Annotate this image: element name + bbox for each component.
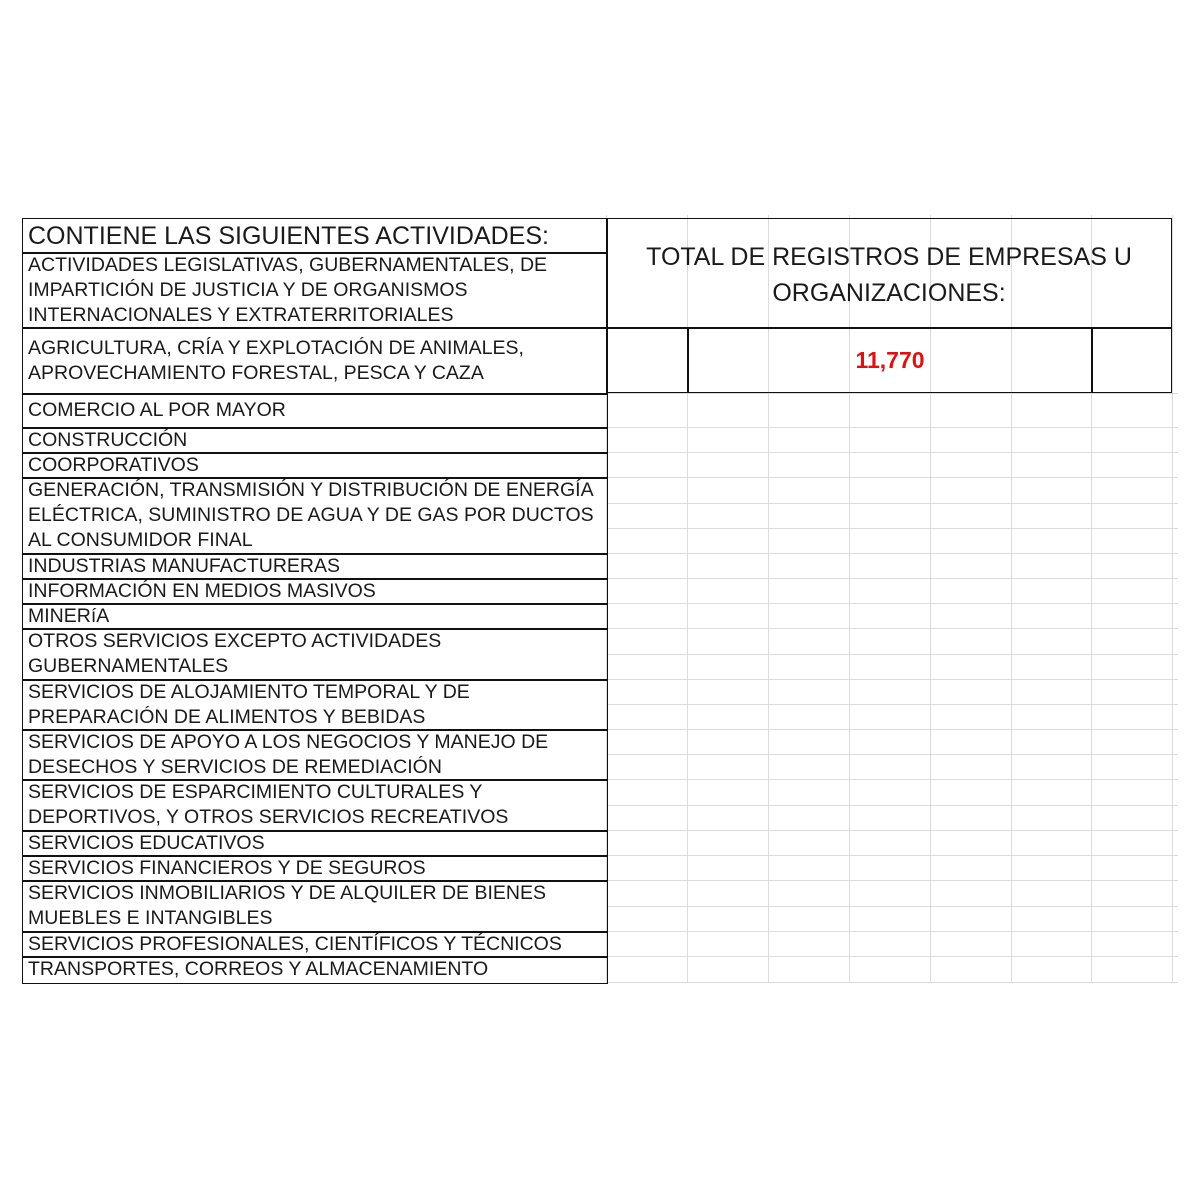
grid-row-line <box>606 393 1178 394</box>
activity-label: SERVICIOS FINANCIEROS Y DE SEGUROS <box>28 856 426 879</box>
activity-label: ACTIVIDADES LEGISLATIVAS, GUBERNAMENTALES, DE IMPARTICIÓN DE JUSTICIA Y DE ORGANISMOS INTERNACIONALES Y EXTRATERRITORIALES <box>28 253 548 326</box>
grid-row-line <box>606 578 1178 579</box>
activity-row[interactable] <box>22 830 608 857</box>
activity-label: INDUSTRIAS MANUFACTURERAS <box>28 554 341 577</box>
activity-row[interactable] <box>22 553 608 580</box>
grid-row-line <box>606 754 1178 755</box>
grid-row-line <box>606 477 1178 478</box>
grid-row-line <box>606 880 1178 881</box>
activity-row[interactable] <box>22 252 608 329</box>
activity-row[interactable] <box>22 427 608 454</box>
grid-row-line <box>606 704 1178 705</box>
grid-row-line <box>606 603 1178 604</box>
total-header-cell[interactable] <box>606 218 1172 329</box>
activity-label: SERVICIOS EDUCATIVOS <box>28 831 265 854</box>
grid-row-line <box>606 779 1178 780</box>
activity-row[interactable] <box>22 452 608 479</box>
grid-row-line <box>606 729 1178 730</box>
activities-header-cell[interactable] <box>22 218 608 254</box>
activity-label: INFORMACIÓN EN MEDIOS MASIVOS <box>28 579 376 602</box>
activity-row[interactable] <box>22 578 608 605</box>
activity-label: SERVICIOS DE APOYO A LOS NEGOCIOS Y MANEJO DE DESECHOS Y SERVICIOS DE REMEDIACIÓN <box>28 730 549 778</box>
grid-row-line <box>606 528 1178 529</box>
grid-row-line <box>606 628 1178 629</box>
activities-header-text: CONTIENE LAS SIGUIENTES ACTIVIDADES: <box>28 222 549 250</box>
activity-label: CONSTRUCCIÓN <box>28 428 188 451</box>
grid-row-line <box>606 906 1178 907</box>
activity-label: OTROS SERVICIOS EXCEPTO ACTIVIDADES GUBERNAMENTALES <box>28 630 442 678</box>
grid-row-line <box>606 855 1178 856</box>
grid-row-line <box>606 553 1178 554</box>
grid-row-line <box>606 427 1178 428</box>
grid-row-line <box>606 982 1178 983</box>
activity-label: MINERíA <box>28 604 110 627</box>
activity-label: COMERCIO AL POR MAYOR <box>28 399 286 422</box>
grid-row-line <box>606 679 1178 680</box>
grid-row-line <box>606 830 1178 831</box>
grid-row-line <box>606 956 1178 957</box>
value-cell-left[interactable] <box>606 327 689 393</box>
activity-row[interactable] <box>22 931 608 958</box>
activity-row[interactable] <box>22 880 608 933</box>
total-value-cell[interactable] <box>687 327 1093 393</box>
grid-column-line <box>1172 215 1173 983</box>
activity-label: TRANSPORTES, CORREOS Y ALMACENAMIENTO <box>28 958 489 981</box>
total-header-text: TOTAL DE REGISTROS DE EMPRESAS U ORGANIZACIONES: <box>646 243 1132 307</box>
activity-label: SERVICIOS DE ESPARCIMIENTO CULTURALES Y DEPORTIVOS, Y OTROS SERVICIOS RECREATIVOS <box>28 781 509 829</box>
grid-row-line <box>606 931 1178 932</box>
activity-label: SERVICIOS DE ALOJAMIENTO TEMPORAL Y DE PREPARACIÓN DE ALIMENTOS Y BEBIDAS <box>28 680 470 728</box>
grid-row-line <box>606 805 1178 806</box>
total-value: 11,770 <box>855 346 925 373</box>
activity-row[interactable] <box>22 956 608 984</box>
activity-label: SERVICIOS PROFESIONALES, CIENTÍFICOS Y TÉCNICOS <box>28 932 562 955</box>
grid-row-line <box>606 503 1178 504</box>
grid-row-line <box>606 654 1178 655</box>
activity-row[interactable] <box>22 327 608 395</box>
grid-row-line <box>606 452 1178 453</box>
activity-label: GENERACIÓN, TRANSMISIÓN Y DISTRIBUCIÓN DE ENERGÍA ELÉCTRICA, SUMINISTRO DE AGUA Y DE GAS POR DUCTOS AL CONSUMIDOR FINAL <box>28 479 594 552</box>
value-cell-right[interactable] <box>1091 327 1172 393</box>
activity-label: AGRICULTURA, CRÍA Y EXPLOTACIÓN DE ANIMALES, APROVECHAMIENTO FORESTAL, PESCA Y CAZA <box>28 336 524 384</box>
activity-row[interactable] <box>22 603 608 630</box>
activity-row[interactable] <box>22 628 608 681</box>
activity-row[interactable] <box>22 477 608 555</box>
activity-row[interactable] <box>22 855 608 882</box>
activity-row[interactable] <box>22 729 608 781</box>
activity-label: COORPORATIVOS <box>28 453 199 476</box>
activity-row[interactable] <box>22 779 608 832</box>
activity-row[interactable] <box>22 679 608 731</box>
activity-row[interactable] <box>22 393 608 429</box>
activity-label: SERVICIOS INMOBILIARIOS Y DE ALQUILER DE BIENES MUEBLES E INTANGIBLES <box>28 882 547 930</box>
